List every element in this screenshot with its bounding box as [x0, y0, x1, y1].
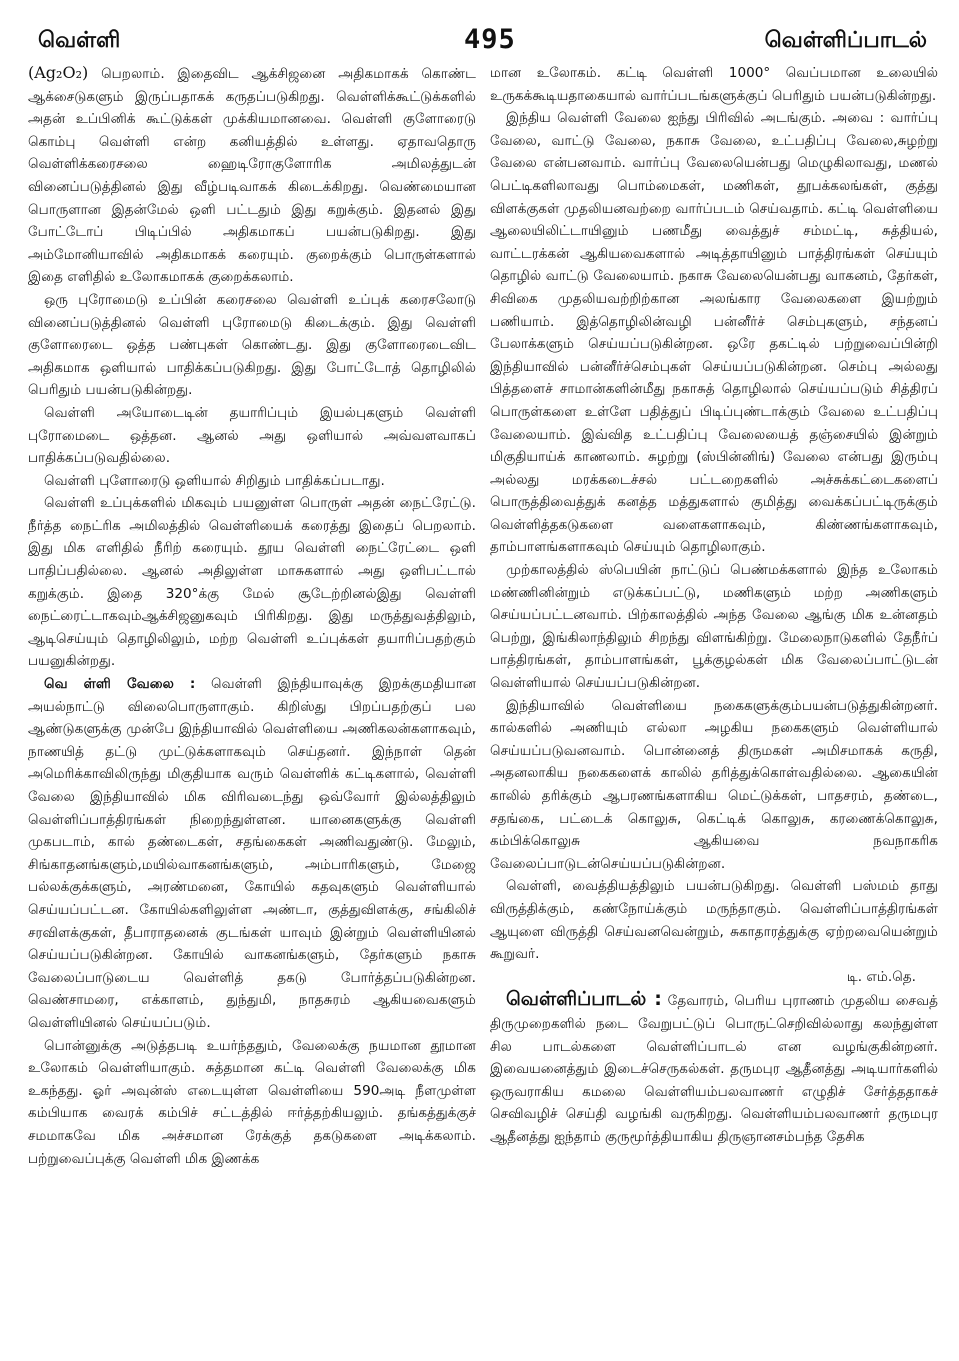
- paragraph: வெள்ளி, வைத்தியத்திலும் பயன்படுகிறது. வெள்ளி பஸ்மம் தாது விருத்திக்கும், கண்நோய்க்கும் மருந்தாகும். வெள்ளிப்பாத்திரங்கள் ஆயுளை விருத்தி செய்வனவென்றும், சுகாதாரத்துக்கு ஏற்றவையென்றும் கூறுவர்.: [490, 878, 938, 963]
- paragraph: [490, 988, 938, 1148]
- entry-heading: வெள்ளிப்பாடல் :: [506, 988, 662, 1011]
- paragraph: பொன்னுக்கு அடுத்தபடி உயர்ந்ததும், வேலைக்கு நயமான தூமான உலோகம் வெள்ளியாகும். சுத்தமான கட்டி வெள்ளி வேலைக்கு மிக உகந்தது. ஓர் அவுன்ஸ் எடையுள்ள வெள்ளியை 590அடி நீளமுள்ள கம்பியாக வைரக் கம்பிச் சட்டத்தில் ஈர்த்தற்கியலும். தங்கத்துக்குச் சமமாகவே மிக அச்சமான ரேக்குத் தகடுகளை அடிக்கலாம். பற்றுவைப்புக்கு வெள்ளி மிக இணக்க: [28, 1037, 476, 1167]
- paragraph: ஒரு புரோமைடு உப்பின் கரைசலை வெள்ளி உப்புக் கரைசலோடு வினைப்படுத்தினல் வெள்ளி புரோமைடு கிடைக்கும். இது வெள்ளி குளோரைடை ஒத்த பண்புகள் கொண்டது. இது குளோரைடைவிட அதிகமாக ஒளியால் பாதிக்கப்படுகிறது. இது போட்டோத் தொழிலில் பெரிதும் பயன்படுகின்றது.: [28, 291, 476, 399]
- section-heading: வெ ள்ளி வேலை :: [44, 676, 196, 693]
- page-number: 495: [464, 24, 516, 55]
- paragraph-text: பெறலாம். இதைவிட ஆக்சிஜனை அதிகமாகக் கொண்ட ஆக்சைடுகளும் இருப்பதாகக் கருதப்படுகிறது. வெள்ளிக்கூட்டுக்களில் அதன் உப்பினிக் கூட்டுக்கள் முக்கியமானவை. வெள்ளி குளோரைடு கொம்பு வெள்ளி என்ற கனியத்தில் உள்ளது. ஏதாவதொரு வெள்ளிக்கரைசலை ஹைடிரோகுளோரிக அமிலத்துடன் வினைப்படுத்தினல் இது வீழ்படிவாகக் கிடைக்கிறது. வெண்மையான பொருளான இதன்மேல் ஒளி பட்டதும் இது கறுக்கும். இதனல் இது போட்டோப் பிடிப்பில் அதிகமாகப் பயன்படுகிறது. இது அம்மோனியாவில் அதிகமாகக் கரையும். குறைக்கும் பொருள்களால் இதை எளிதில் உலோகமாகக் குறைக்கலாம்.: [28, 66, 476, 286]
- author-initials: டி. எம்.தெ.: [846, 968, 916, 985]
- paragraph: இந்திய வெள்ளி வேலை ஐந்து பிரிவில் அடங்கும். அவை : வார்ப்பு வேலை, வாட்டு வேலை, நகாசு வேலை, உட்பதிப்பு வேலை,சுழற்று வேலை என்பனவாம். வார்ப்பு வேலையென்பது மெழுகிலாவது, மணல் பெட்டிகளிலாவது பொம்மைகள், மணிகள், தூபக்கலங்கள், குத்து விளக்குகள் முதலியனவற்றை வார்ப்படம் செய்வதாம். கட்டி வெள்ளியை ஆலையிலிட்டாயினும் பணமீது வைத்துச் சம்மட்டி, சுத்தியல், வாட்டரக்கன் ஆகியவைகளால் அடித்தாயினும் பாத்திரங்கள் செய்யும் தொழில் வாட்டு வேலையாம். நகாசு வேலையென்பது வாகனம், தேர்கள், சிவிகை முதலியவற்றிற்கான அலங்கார வேலைகளை இயற்றும் பணியாம். இத்தொழிலின்வழி பன்னீர்ச் செம்புகளும், சந்தனப் பேலாக்களும் செய்யப்படுகின்றன. ஒரே தகட்டில் பற்றுவைப்பின்றி இந்தியாவில் பன்னீர்ச்செம்புகள் செய்யப்படுகின்றன. செம்பு அல்லது பித்தளைச் சாமான்களின்மீது நகாசுத் தொழிலால் செய்யப்படும் சித்திரப் பொருள்களை உள்ளே பதித்துப் பிடிப்புண்டாக்கும் வேலை உட்பதிப்பு வேலையாம். இவ்வித உட்பதிப்பு வேலையைத் தஞ்சையில் இன்றும் மிகுதியாய்க் காணலாம். சுழற்று (ஸ்பின்னிங்) வேலை என்பது இரும்பு அல்லது மரக்கடைச்சல் பட்டறைகளில் அச்சுக்கட்டைகளைப் பொருத்திவைத்துக் கனத்த மத்துகளால் குமித்து வைக்கப்பட்டிருக்கும் வெள்ளித்தகடுகளை வளைகளாகவும், கிண்ணங்களாகவும், தாம்பாளங்களாகவும் செய்யும் தொழிலாகும்.: [490, 110, 938, 556]
- paragraph: முற்காலத்தில் ஸ்பெயின் நாட்டுப் பெண்மக்களால் இந்த உலோகம் மண்ணினின்றும் எடுக்கப்பட்டு, மணிகளும் மற்ற அணிகளும் செய்யப்பட்டனவாம். பிற்காலத்தில் அந்த வேலை ஆங்கு மிக உன்னதம் பெற்று, இங்கிலாந்திலும் சிறந்து விளங்கிற்று. மேலைநாடுகளில் தேநீர்ப் பாத்திரங்கள், தாம்பாளங்கள், பூக்குழல்கள் மிக வேலைப்பாட்டுடன் வெள்ளியால் செய்யப்படுகின்றன.: [490, 562, 938, 692]
- paragraph: வெள்ளி உப்புக்களில் மிகவும் பயனுள்ள பொருள் அதன் நைட்ரேட்டு. நீர்த்த நைட்ரிக அமிலத்தில் வெள்ளியைக் கரைத்து இதைப் பெறலாம். இது மிக எளிதில் நீரிற் கரையும். தூய வெள்ளி நைட்ரேட்டை ஒளி பாதிப்பதில்லை. ஆனல் அதிலுள்ள மாசுகளால் அது ஒளிபட்டால் கறுக்கும். இதை 320°க்கு மேல் சூடேற்றினல்இது வெள்ளி நைட்ரைட்டாகவும்ஆக்சிஜனுகவும் பிரிகிறது. இது மருத்துவத்திலும், ஆடிசெய்யும் தொழிலிலும், மற்ற வெள்ளி உப்புக்கள் தயாரிப்பதற்கும் பயனுகின்றது.: [28, 495, 476, 670]
- chemical-formula: (Ag₂O₂): [28, 63, 89, 82]
- paragraph-text: வெள்ளி இந்தியாவுக்கு இறக்குமதியான அயல்நாட்டு விலைபொருளாகும். கிறிஸ்து பிறப்பதற்குப் பல ஆண்டுகளுக்கு முன்பே இந்தியாவில் வெள்ளியை அணிகலன்களாகவும், நாணயித் தட்டு முட்டுக்களாகவும் செய்தனர். இந்நாள் தென் அமெரிக்காவிலிருந்து மிகுதியாக வரும் வெள்ளிக் கட்டிகளால், வெள்ளி வேலை இந்தியாவில் மிக விரிவடைந்து ஒவ்வோர் இல்லத்திலும் வெள்ளிப்பாத்திரங்கள் நிறைந்துள்ளன. யானைகளுக்கு வெள்ளி முகபடாம், கால் தண்டைகள், சதங்கைகள் அணிவதுண்டு. மேலும், சிங்காதனங்களும்,மயில்வாகனங்களும், அம்பாரிகளும், மேஜை பல்லக்குக்களும், அரண்மனை, கோயில் கதவுகளும் வெள்ளியால் செய்யப்பட்டன. கோயில்களிலுள்ள அண்டா, குத்துவிளக்கு, சங்கிலிச் சரவிளக்குகள், தீபாராதனைக் குடங்கள் யாவும் இன்றும் வெள்ளியினல் செய்யப்படுகின்றன. கோயில் வாகனங்களும், தேர்களும் நகாசு வேலைப்பாடுடைய வெள்ளித் தகடு போர்த்தப்படுகின்றன. வெண்சாமரை, எக்காளம், துந்துமி, நாதசுரம் ஆகியவைகளும் வெள்ளியினல் செய்யப்படும்.: [28, 676, 476, 1031]
- running-head-right: வெள்ளிப்பாடல்: [764, 28, 927, 53]
- paragraph-text: தேவாரம், பெரிய புராணம் முதலிய சைவத் திருமுறைகளில் நடை வேறுபட்டுப் பொருட்செறிவில்லாது கலந்துள்ள சில பாடல்களை வெள்ளிப்பாடல் என வழங்குகின்றனர். இவையனைத்தும் இடைச்செருகல்கள். தருமபுர ஆதீனத்து அடியார்களில் ஒருவராகிய கமலை வெள்ளியம்பலவாணர் எழுதிச் சேர்த்ததாகச் செவிவழிச் செய்தி வழங்கி வருகிறது. வெள்ளியம்பலவாணர் தருமபுர ஆதீனத்து ஐந்தாம் குருமூர்த்தியாகிய திருஞானசம்பந்த தேசிக: [490, 993, 938, 1145]
- right-column: [490, 62, 938, 1357]
- running-head-left: வெள்ளி: [38, 28, 121, 53]
- paragraph: இந்தியாவில் வெள்ளியை நகைகளுக்கும்பயன்படுத்துகின்றனர். கால்களில் அணியும் எல்லா அழகிய நகைகளும் வெள்ளியால் செய்யப்படுவனவாம். பொன்னைத் திருமகள் அமிசமாகக் கருதி, அதனலாகிய நகைகளைக் காலில் தரித்துக்கொள்வதில்லை. ஆகையின் காலில் தரிக்கும் ஆபரணங்களாகிய மெட்டுக்கள், பாதசரம், தண்டை, சதங்கை, பட்டைக் கொலுசு, கெட்டிக் கொலுசு, கரணைக்கொலுசு, கம்பிக்கொலுசு ஆகியவை நவநாகரிக வேலைப்பாடுடன்செய்யப்படுகின்றன.: [490, 697, 938, 872]
- paragraph: மான உலோகம். கட்டி வெள்ளி 1000° வெப்பமான உலையில் உருகக்கூடியதாகையால் வார்ப்படங்களுக்குப் பெரிதும் பயன்படுகின்றது.: [490, 65, 938, 104]
- text-columns: [28, 62, 938, 1357]
- paragraph: வெள்ளி புளோரைடு ஒளியால் சிறிதும் பாதிக்கப்படாது.: [44, 472, 385, 489]
- page-header: [28, 14, 941, 62]
- paragraph: [28, 62, 476, 289]
- paragraph: வெள்ளி அயோடைடின் தயாரிப்பும் இயல்புகளும் வெள்ளி புரோமைடை ஒத்தன. ஆனல் அது ஒளியால் அவ்வளவாகப் பாதிக்கப்படுவதில்லை.: [28, 404, 476, 467]
- paragraph: [28, 673, 476, 1035]
- left-column: [28, 62, 476, 1357]
